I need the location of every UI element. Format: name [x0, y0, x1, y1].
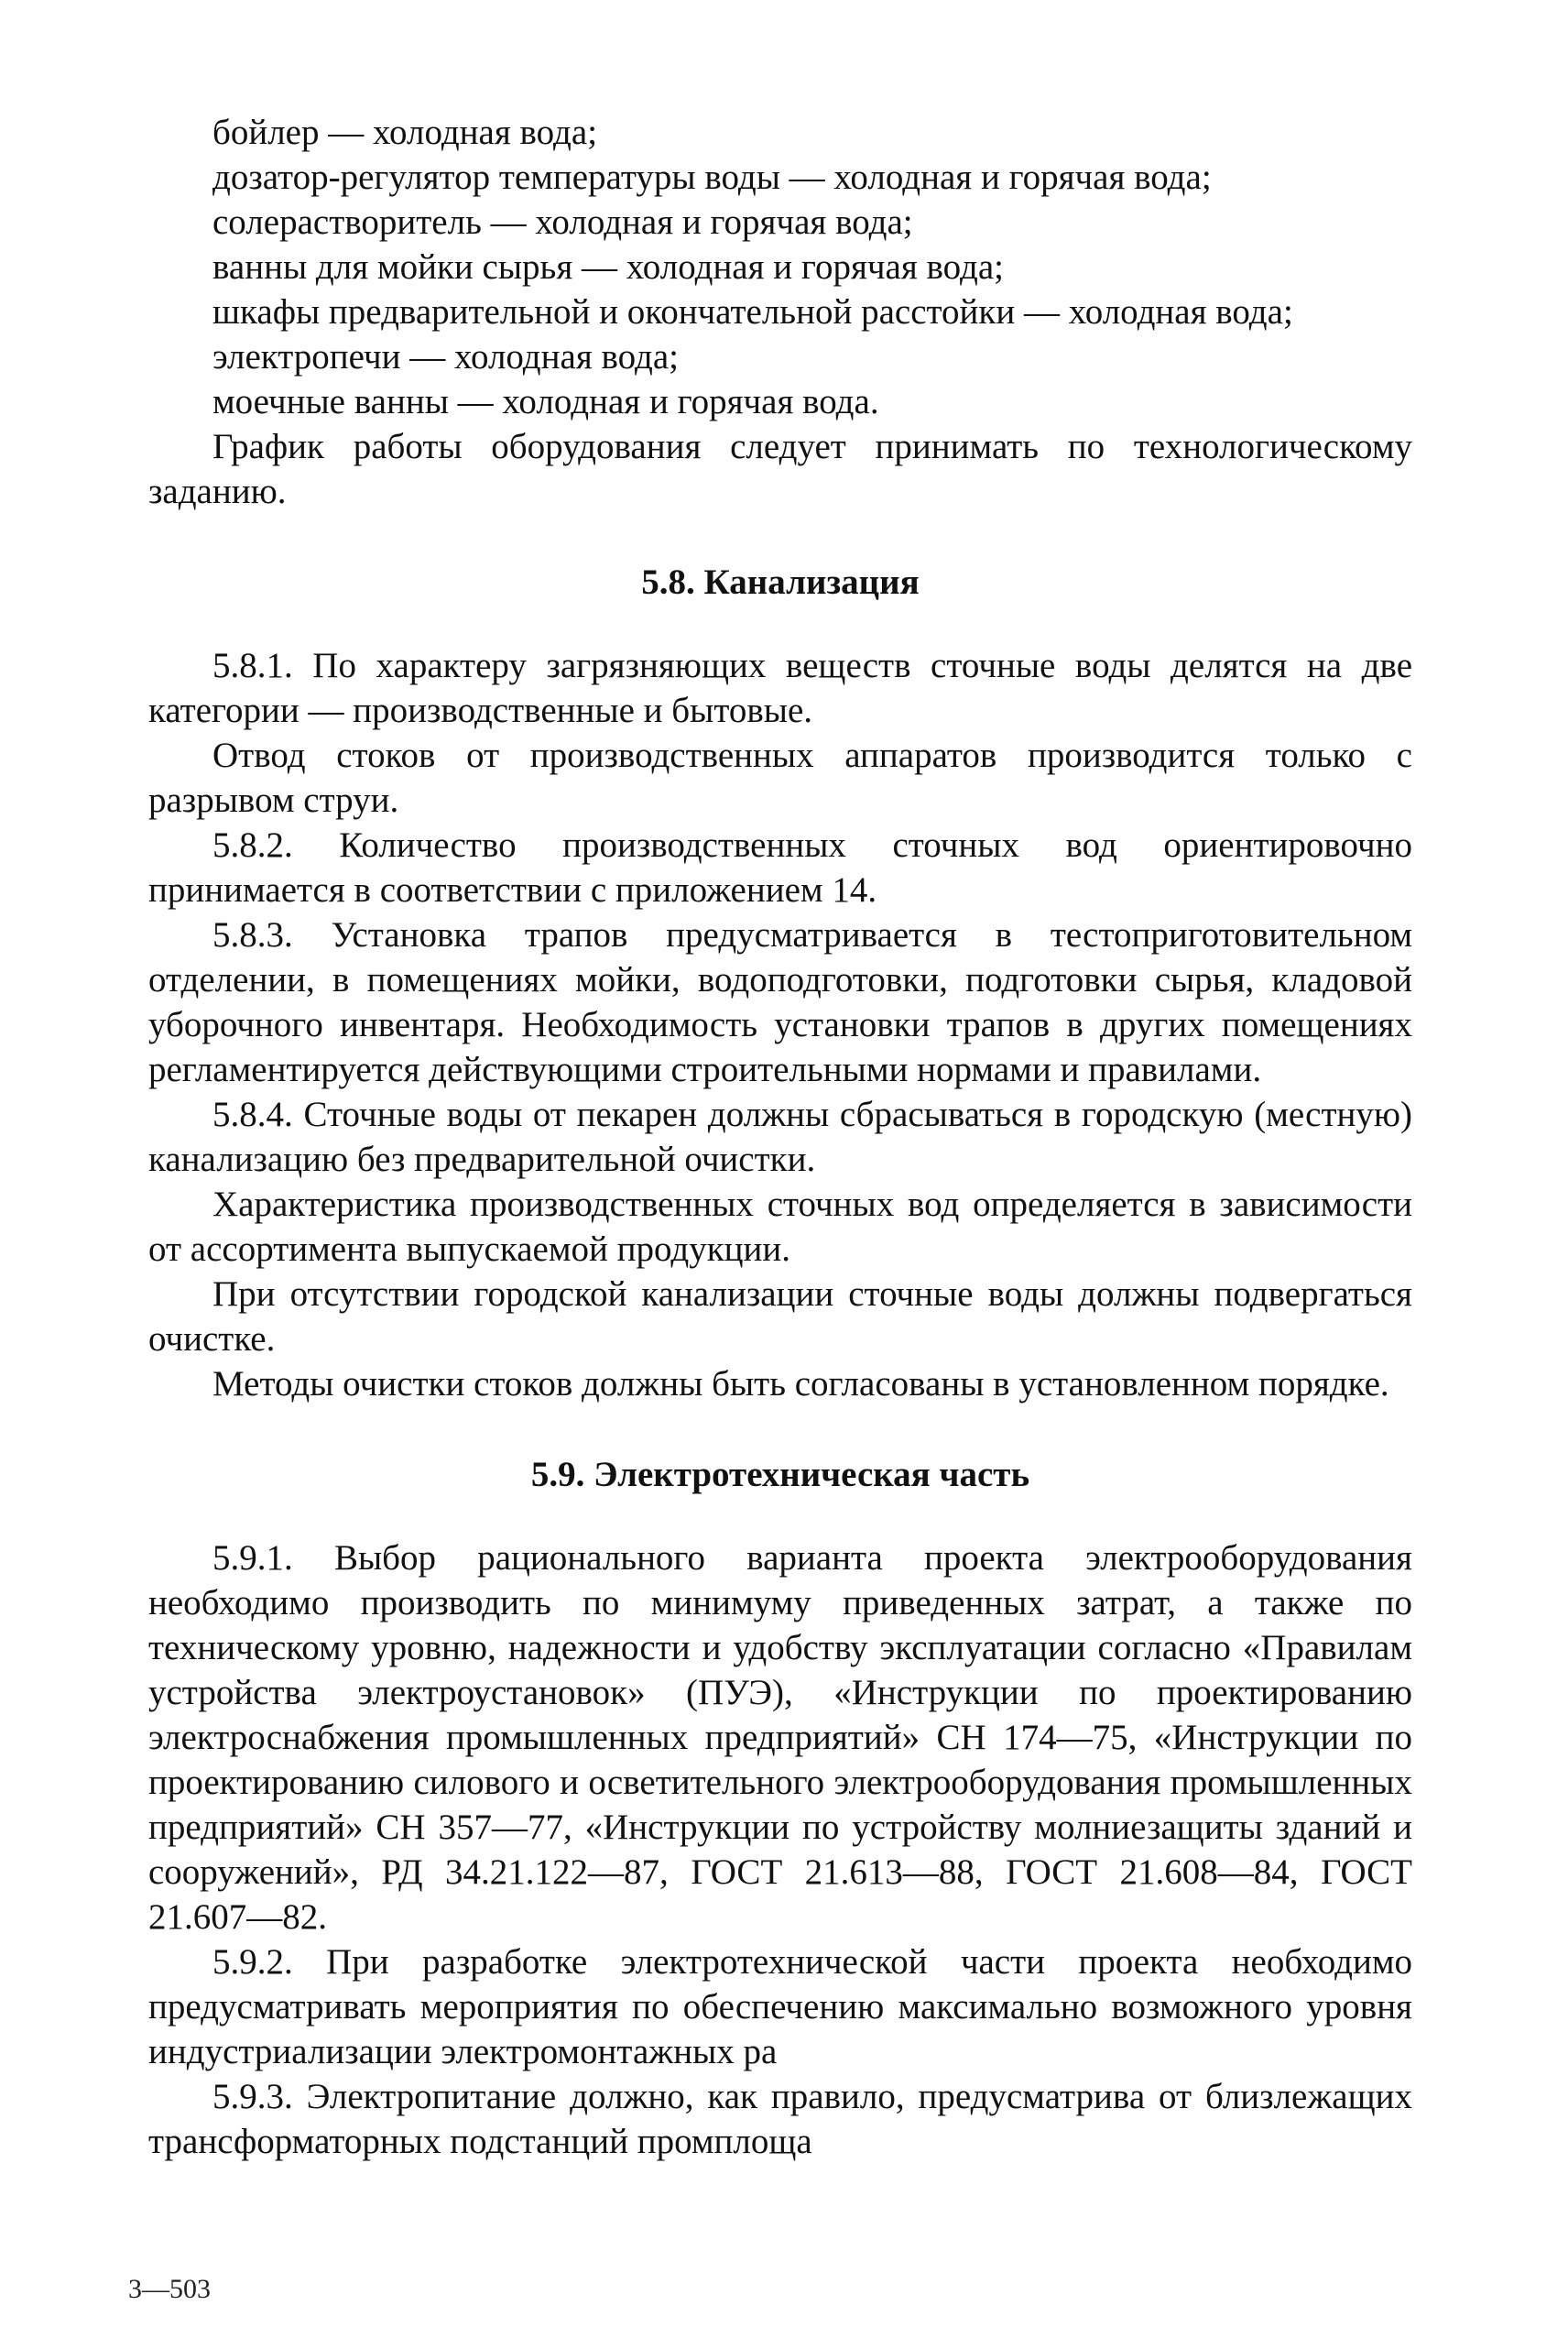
paragraph-5-8-1: 5.8.1. По характеру загрязняющих веществ сточные воды делятся на две категории — производственные и бытовые. — [148, 646, 1412, 730]
section-heading-5-8: 5.8. Канализация — [641, 563, 920, 602]
paragraph-5-8-4: 5.8.4. Сточные воды от пекарен должны сбрасываться в городскую (местную) канализацию без предварительной очистки. — [148, 1095, 1412, 1179]
paragraph-harakteristika: Характеристика производственных сточных вод определяется в зависимости от ассортимента выпускаемой продукции. — [148, 1185, 1412, 1269]
list-item-vanny: ванны для мойки сырья — холодная и горячая вода; — [212, 247, 1005, 287]
paragraph-5-8-3: 5.8.3. Установка трапов предусматривается в тестоприготовительном отделении, в помещениях мойки, водоподготовки, подготовки сырья, кладовой уборочного инвентаря. Необходимость установки трапов в других помещениях регламентируется действующими строительными нормами и правилами. — [148, 915, 1412, 1089]
paragraph-5-9-2: 5.9.2. При разработке электротехнической части проекта необходимо предусматривать мероприятия по обеспечению максимально возможного уровня индустриализации электромонтажных ра — [148, 1942, 1412, 2071]
list-item-solerastvoritel: солерастворитель — холодная и горячая вода; — [212, 202, 913, 242]
list-item-moechnye: моечные ванны — холодная и горячая вода. — [212, 382, 879, 421]
list-item-elektropechi: электропечи — холодная вода; — [212, 337, 680, 377]
paragraph-metody: Методы очистки стоков должны быть согласованы в установленном порядке. — [212, 1364, 1389, 1404]
signature-mark: 3—503 — [128, 2274, 211, 2304]
paragraph-grafik: График работы оборудования следует принимать по технологическому заданию. — [148, 427, 1412, 511]
paragraph-5-9-3: 5.9.3. Электропитание должно, как правило, предусматрива от близлежащих трансформаторных подстанций промплоща — [148, 2077, 1412, 2161]
list-item-boiler: бойлер — холодная вода; — [212, 113, 598, 152]
section-heading-5-9: 5.9. Электротехническая часть — [530, 1455, 1030, 1494]
list-item-dosator: дозатор-регулятор температуры воды — холодная и горячая вода; — [212, 158, 1212, 197]
paragraph-5-9-1: 5.9.1. Выбор рационального варианта проекта электрооборудования необходимо производить по минимуму приведенных затрат, а также по техническому уровню, надежности и удобству эксплуатации согласно «Правилам устройства электроустановок» (ПУЭ), «Инструкции по проектированию электроснабжения промышленных предприятий» СН 174—75, «Инструкции по проектированию силового и осветительного электрооборудования промышленных предприятий» СН 357—77, «Инструкции по устройству молниезащиты зданий и сооружений», РД 34.21.122—87, ГОСТ 21.613—88, ГОСТ 21.608—84, ГОСТ 21.607—82. — [148, 1538, 1412, 1937]
page-content — [148, 110, 1412, 2164]
list-item-shkafy: шкафы предварительной и окончательной расстойки — холодная вода; — [212, 292, 1293, 332]
paragraph-5-8-2: 5.8.2. Количество производственных сточных вод ориентировочно принимается в соответствии с приложением 14. — [148, 825, 1412, 910]
paragraph-otsutstvie: При отсутствии городской канализации сточные воды должны подвергаться очистке. — [148, 1274, 1412, 1359]
paragraph-otvod: Отвод стоков от производственных аппаратов производится только с разрывом струи. — [148, 736, 1412, 820]
